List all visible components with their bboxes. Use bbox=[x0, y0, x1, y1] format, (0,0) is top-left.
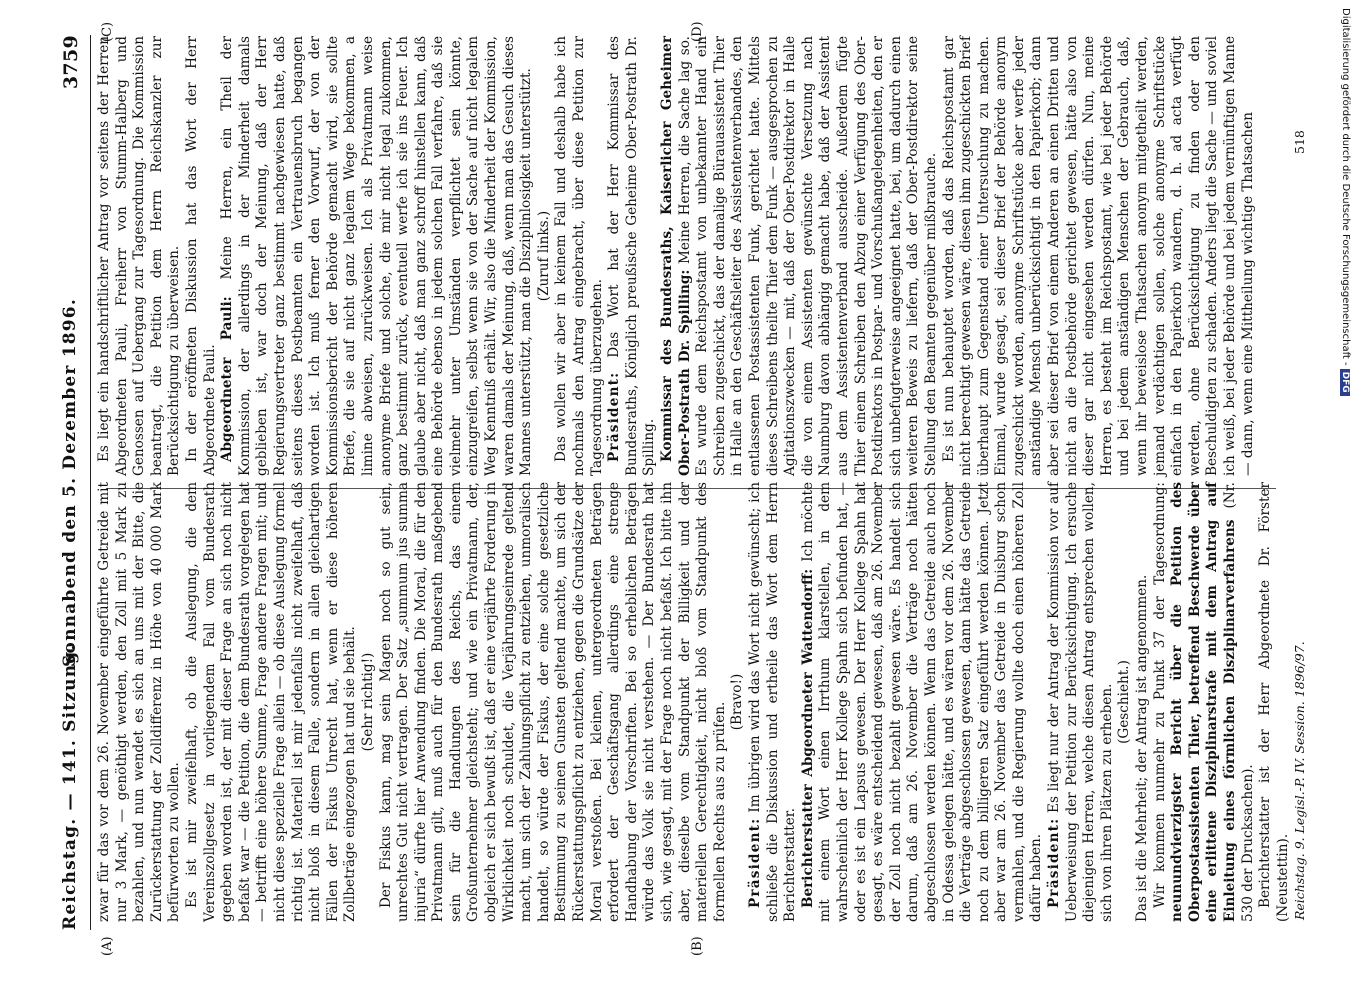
paragraph: Der Fiskus kann, mag sein Magen noch so gut sein, unrechtes Gut nicht vertragen. Der Satz „summum jus summa injuria“ dürfte hier Anwendung finden. Die Moral, die für den Privatmann gilt, muß auch für den Bundesrath maßgebend sein für die Handlungen des Reichs, das einem Großunternehmer gleichsteht; und wie ein Privatmann, der, obgleich er sich bewußt ist, daß er eine verjährte Forderung in Wirklichkeit noch schuldet, die Verjährungseinrede geltend macht, um sich der Zahlungspflicht zu entziehen, unmoralisch handelt, so würde der Fiskus, der eine solche gesetzliche Bestimmung zu seinen Gunsten geltend machte, um sich der Rückerstattungspflicht zu entziehen, gegen die Grundsätze der Moral verstoßen. Bei kleinen, untergeordneten Beträgen erfordert der Geschäftsgang allerdings eine strenge Handhabung der Vorschriften. Bei so erheblichen Beträgen würde das Volk sie nicht verstehen. — Der Bundesrath hat sich, wie gesagt, mit der Frage noch nicht befaßt. Ich bitte ihn aber, dieselbe vom Standpunkt der Billigkeit und der materiellen Gerechtigkeit, nicht bloß vom Standpunkt des formellen Rechts aus zu prüfen. bbox=[377, 482, 728, 922]
page-number: 3759 bbox=[60, 35, 82, 90]
header-date: Sonnabend den 5. Dezember 1896. bbox=[60, 298, 80, 667]
interjection: (Zuruf links.) bbox=[535, 210, 552, 302]
paragraph bbox=[219, 36, 536, 476]
left-column bbox=[96, 482, 1292, 922]
agenda-item bbox=[1152, 482, 1258, 922]
paragraph: Es liegt ein handschriftlicher Antrag vor seitens der Herren Abgeordneten Pauli, Freiherr von Stumm-Halberg und Genossen auf Uebergang zur Tagesordnung. Die Kommission beantragt, die Petition dem Herrn Reichskanzler zur Berücksichtigung zu überweisen. bbox=[96, 36, 183, 476]
digitization-credit bbox=[1338, 8, 1352, 992]
paragraph: Das wollen wir aber in keinem Fall und deshalb habe ich nochmals den Antrag eingebracht, über diese Petition zur Tagesordnung überzugehen. bbox=[553, 36, 605, 476]
interjection: (Bravo!) bbox=[729, 673, 746, 731]
footer-volume: Reichstag. 9. Legisl.-P. IV. Session. 1896/97. bbox=[1292, 641, 1307, 920]
speaker-label: Präsident: bbox=[1046, 817, 1063, 908]
paragraph: Berichterstatter ist der Herr Abgeordnete Dr. Förster (Neustettin). bbox=[1257, 482, 1291, 922]
dfg-logo: DFG bbox=[1340, 369, 1350, 396]
speaker-label: Präsident: bbox=[746, 817, 763, 908]
header-session: Reichstag. — 141. Sitzung. bbox=[60, 643, 80, 930]
paragraph bbox=[800, 482, 1046, 922]
margin-letter-b: (B) bbox=[690, 936, 705, 956]
speech-text: Meine Herren, ein Theil der Kommission, der allerdings in der Minderheit damals geblieben ist, war doch der Meinung, daß der Herr Regierungsvertreter ganz bestimmt nachgewiesen hatte, daß seitens dieses Postbeamten ein Vertrauensbruch begangen worden ist. Ich muß ferner den Vorwurf, der von der Kommissionsbericht der Behörde gemacht wird, sie sollte Briefe, die sie auf nicht ganz legalem Wege bekommen, a limine abweisen, zurückweisen. Ich als Privatmann weise anonyme Briefe und solche, die mir nicht legal zukommen, ganz bestimmt zurück, eventuell werfe ich sie ins Feuer. Ich glaube aber nicht, daß man ganz schroff hinstellen kann, daß eine Behörde ebenso in jedem solchen Fall verfahre, daß sie vielmehr unter Umständen verpflichtet sein könnte, einzugreifen, selbst wenn sie von der Sache auf nicht legalem Weg Kenntniß erhält. Wir, also die Minderheit der Kommission, waren damals der Meinung, daß, wenn man das Gesuch dieses Mannes unterstützt, man die Disziplinlosigkeit unterstützt. bbox=[219, 36, 535, 476]
speech-text: Ich möchte mit einem Wort einen Irrthum klarstellen, in dem wahrscheinlich der Herr Kollege Spahn sich befunden hat, — oder es ist ein Lapsus gewesen. Der Herr Kollege Spahn hat gesagt, es wäre entscheidend gewesen, daß am 26. November der Zoll noch nicht bezahlt gewesen wäre. Es handelt sich darum, daß am 26. November die Verträge noch hätten abgeschlossen werden können. Wenn das Getreide auch noch in Odessa gelegen hätte, und es wären vor dem 26. November die Verträge abgeschlossen gewesen, dann hätte das Getreide noch zu dem billigeren Satz eingeführt werden können. Jetzt aber war am 26. November das Getreide in Duisburg schon vermahlen, und die Regierung wollte doch einen höheren Zoll dafür haben. bbox=[799, 481, 1045, 922]
paragraph: In der eröffneten Diskussion hat das Wort der Herr Abgeordnete Pauli. bbox=[183, 36, 218, 476]
agenda-intro: Wir kommen nunmehr zu Punkt 37 der Tagesordnung: bbox=[1151, 482, 1168, 908]
sheet-number: 518 bbox=[1292, 130, 1307, 154]
margin-letter-d: (D) bbox=[690, 21, 705, 42]
speech-text: Es liegt nur der Antrag der Kommission vor auf Ueberweisung der Petition zur Berücksichtigung. Ich ersuche diejenigen Herren, welche diesen Antrag entsprechen wollen, sich von ihren Plätzen zu erheben. bbox=[1046, 482, 1115, 922]
paragraph: Es ist nun behauptet worden, daß das Reichspostamt gar nicht berechtigt gewesen wäre, diesen ihm zugeschickten Brief überhaupt zum Gegenstand einer Untersuchung zu machen. Einmal, wurde gesagt, sei dieser Brief der Behörde anonym zugeschickt worden, anonyme Schriftstücke aber werfe jeder anständige Mensch unberücksichtigt in den Papierkorb; dann aber sei dieser Brief von einem Anderen an einen Dritten und nicht an die Postbehörde gerichtet gewesen, hätte also von dieser gar nicht eingesehen werden dürfen. Nun, meine Herren, es besteht im Reichspostamt, wie bei jeder Behörde und bei jedem anständigen Menschen der Gebrauch, daß, wenn ihr beweislose Thatsachen anonym mitgetheilt werden, jemand verdächtigen sollen, solche anonyme Schriftstücke einfach in den Papierkorb wandern, d. h. ad acta verfügt werden, ohne Berücksichtigung zu finden oder den Beschuldigten zu schaden. Anders liegt die Sache — und soviel ich weiß, bei jeder Behörde und bei jedem vernünftigen Manne — dann, wenn eine Mittheilung wichtige Thatsachen bbox=[940, 36, 1256, 476]
speaker-label: Berichterstatter Abgeordneter Wattendorff: bbox=[799, 568, 816, 908]
paragraph bbox=[747, 482, 800, 922]
speech-text: Meine Herren, die Sache lag so. Es wurde dem Reichspostamt von unbekannter Hand ein Schreiben zugeschickt, das der damalige Bürauassistent Thier in Halle an den Geschäftsleiter des Assistentenverbandes, den entlassenen Postassistenten Funk, gerichtet hatte. Mittels dieses Schreibens theilte Thier dem Funk — ausgesprochen zu Agitationszwecken — mit, daß der Ober-Postdirektor in Halle die von einem Assistenten gewünschte Versetzung nach Naumburg davon abhängig gemacht habe, daß der Assistent aus dem Assistentenverband ausscheide. Außerdem fügte Thier einem Schreiben den Abzug einer Verfügung des Ober-Postdirektors in Postpar- und Vorschußangelegenheiten, den er sich unbefugterweise angeeignet hatte, bei, um dadurch einen weiteren Beweis zu liefern, daß der Ober-Postdirektor seine Stellung den Beamten gegenüber mißbrauche. bbox=[676, 36, 939, 476]
speaker-label: Präsident: bbox=[606, 371, 623, 462]
speaker-label: Abgeordneter Pauli: bbox=[219, 296, 236, 462]
credit-text: Digitalisierung gefördert durch die Deutsche Forschungsgemeinschaft - bbox=[1340, 8, 1351, 366]
paragraph bbox=[1046, 482, 1116, 922]
margin-letter-a: (A) bbox=[100, 936, 115, 956]
paragraph: Das ist die Mehrheit; der Antrag ist angenommen. bbox=[1134, 574, 1151, 922]
margin-letter-c: (C) bbox=[100, 21, 115, 42]
agenda-title: neunundvierzigster Bericht über die Petition des Oberpostassistenten Thier, betreffend Beschwerde über eine erlittene Disziplinarstrafe mit dem Antrag auf Einleitung eines förmlichen Disziplinarverfahrens bbox=[1169, 482, 1238, 922]
interjection: (Geschieht.) bbox=[1116, 660, 1133, 744]
speech-text: Das Wort hat der Herr Kommissar des Bundesraths, Königlich preußische Geheime Ober-Postrath Dr. Spilling. bbox=[606, 36, 658, 476]
paragraph bbox=[659, 36, 941, 476]
header-rule bbox=[90, 35, 91, 930]
interjection: (Sehr richtig!) bbox=[359, 652, 376, 752]
speaker-label: Kommissar des Bundesraths, Kaiserlicher Geheimer Ober-Postrath Dr. Spilling: bbox=[659, 36, 693, 476]
paragraph bbox=[606, 36, 659, 476]
agenda-reference: (Nr. 530 der Drucksachen). bbox=[1222, 482, 1256, 922]
speech-text: Im übrigen wird das Wort nicht gewünscht; ich schließe die Diskussion und ertheile das Wort dem Herrn Berichterstatter. bbox=[746, 482, 799, 922]
right-column bbox=[96, 36, 1257, 476]
paragraph: zwar für das vor dem 26. November eingeführte Getreide mit nur 3 Mark, — genöthigt werden, den Zoll mit 5 Mark zu bezahlen, und nun wendet es sich an uns mit der Bitte, die Zurückerstattung der Zolldifferenz in Höhe von 40 000 Mark befürworten zu wollen. bbox=[96, 482, 183, 922]
paragraph: Es ist mir zweifelhaft, ob die Auslegung, die dem Vereinszollgesetz in vorliegendem Fall vom Bundesrath gegeben worden ist, der mit dieser Frage an sich noch nicht befaßt war — die Petition, die dem Bundesrath vorgelegen hat — betrifft eine höhere Summe, Frage andere Fragen mit; und nicht diese spezielle Frage allein — ob diese Auslegung formell richtig ist. Materiell ist mir jedenfalls nicht zweifelhaft, daß nicht bloß in diesem Falle, sondern in allen gleichartigen Fällen der Fiskus Unrecht hat, wenn er diese höheren Zollbeträge eingezogen hat und sie behält. bbox=[183, 482, 359, 922]
